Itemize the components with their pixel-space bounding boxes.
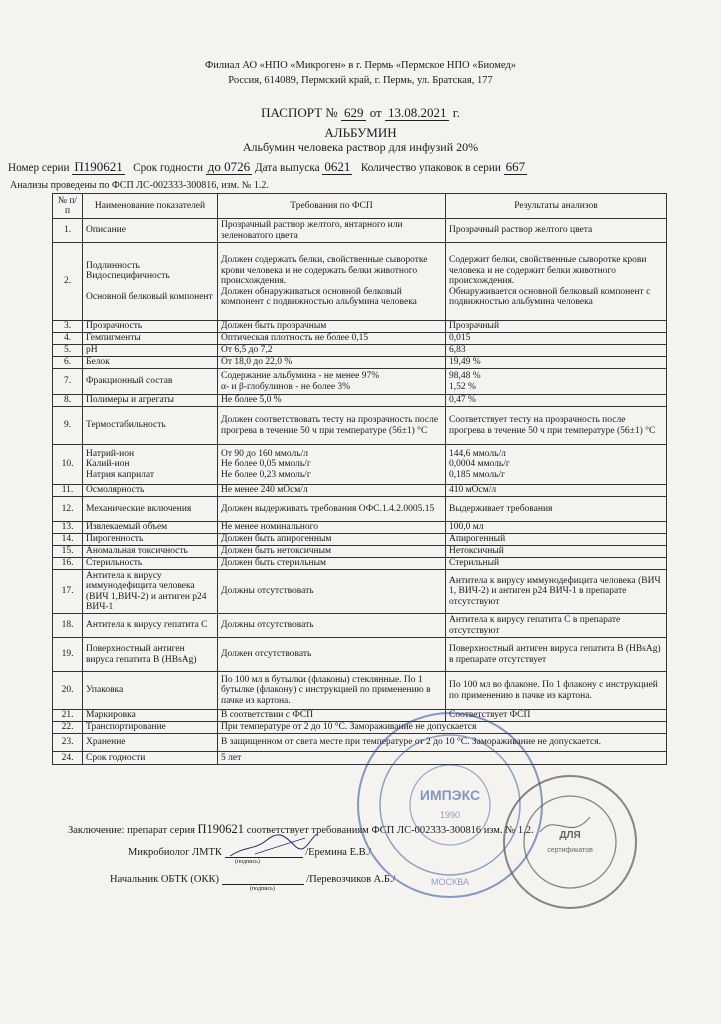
svg-text:1990: 1990 (439, 810, 461, 820)
table-row (53, 445, 667, 485)
table-row (53, 395, 667, 407)
product-name: АЛЬБУМИН (324, 125, 397, 140)
svg-text:ДЛЯ: ДЛЯ (559, 830, 581, 841)
expiry-value: до 0726 (207, 159, 251, 174)
row-requirement: В соответствии с ФСП (218, 710, 446, 722)
address-line: Россия, 614089, Пермский край, г. Пермь, ул. Братская, 177 (228, 75, 493, 86)
row-result: Антитела к вирусу иммунодефицита человека (ВИЧ 1, ВИЧ-2) и антиген р24 ВИЧ-1 в препарате отсутствуют (446, 570, 667, 614)
table-row (53, 558, 667, 570)
row-result: Прозрачный раствор желтого цвета (446, 219, 667, 243)
row-result: Нетоксичный (446, 546, 667, 558)
row-number: 6. (53, 357, 83, 369)
row-parameter: Маркировка (83, 710, 218, 722)
row-requirement: В защищенном от света месте при температуре от 2 до 10 °С. Замораживание не допускается. (218, 734, 667, 752)
row-requirement: От 18,0 до 22,0 % (218, 357, 446, 369)
row-number: 22. (53, 722, 83, 734)
row-parameter: Антитела к вирусу гепатита С (83, 614, 218, 638)
row-parameter: Белок (83, 357, 218, 369)
row-result: 410 мОсм/л (446, 485, 667, 497)
row-number: 1. (53, 219, 83, 243)
row-result: По 100 мл во флаконе. По 1 флакону с инструкцией по применению в пачке из картона. (446, 672, 667, 710)
conclusion-series: П190621 (197, 822, 245, 836)
row-number: 24. (53, 752, 83, 765)
row-number: 3. (53, 321, 83, 333)
passport-number: 629 (341, 105, 367, 121)
table-row (53, 333, 667, 345)
row-requirement: Не менее 240 мОсм/л (218, 485, 446, 497)
row-requirement: При температуре от 2 до 10 °С. Замораживание не допускается (218, 722, 667, 734)
signature-caption: (подпись) (250, 886, 275, 892)
conclusion: Заключение: препарат серия П190621 соответствует требованиям ФСП ЛС-002333-300816 изм. № 1,2. (68, 822, 534, 836)
analysis-table (52, 193, 667, 765)
row-number: 11. (53, 485, 83, 497)
row-requirement: От 90 до 160 ммоль/л Не более 0,05 ммоль/г Не более 0,23 ммоль/г (218, 445, 446, 485)
row-parameter: Срок годности (83, 752, 218, 765)
release-value: 0621 (324, 159, 351, 174)
svg-text:МОСКВА: МОСКВА (431, 877, 469, 887)
row-requirement: Должен соответствовать тесту на прозрачность после прогрева в течение 50 ч при температуре (56±1) °С (218, 407, 446, 445)
row-parameter: Осмолярность (83, 485, 218, 497)
row-result: Выдерживает требования (446, 497, 667, 522)
row-result: 6,83 (446, 345, 667, 357)
table-row (53, 546, 667, 558)
svg-text:сертификатов: сертификатов (547, 847, 593, 854)
table-row (53, 522, 667, 534)
row-number: 15. (53, 546, 83, 558)
row-number: 21. (53, 710, 83, 722)
row-number: 13. (53, 522, 83, 534)
packages-value: 667 (505, 159, 526, 174)
row-requirement: 5 лет (218, 752, 667, 765)
table-row (53, 407, 667, 445)
row-requirement: Содержание альбумина - не менее 97% α- и β-глобулинов - не более 3% (218, 369, 446, 395)
row-requirement: Должен выдерживать требования ОФС.1.4.2.0005.15 (218, 497, 446, 522)
row-parameter: Механические включения (83, 497, 218, 522)
row-requirement: Не менее номинального (218, 522, 446, 534)
product-description: Альбумин человека раствор для инфузий 20% (242, 140, 479, 154)
row-number: 8. (53, 395, 83, 407)
row-parameter: Транспортирование (83, 722, 218, 734)
row-requirement: Должен быть апирогенным (218, 534, 446, 546)
head-signature: Начальник ОБТК (ОКК) /Перевозчиков А.Б./ (110, 874, 396, 885)
row-number: 14. (53, 534, 83, 546)
passport-date: 13.08.2021 (385, 105, 450, 121)
row-number: 19. (53, 638, 83, 672)
row-requirement: Прозрачный раствор желтого, янтарного или зеленоватого цвета (218, 219, 446, 243)
row-parameter: Описание (83, 219, 218, 243)
row-number: 5. (53, 345, 83, 357)
row-parameter: Стерильность (83, 558, 218, 570)
row-number: 2. (53, 243, 83, 321)
row-requirement: По 100 мл в бутылки (флаконы) стеклянные. По 1 бутылке (флакону) с инструкцией по применению в пачке из картона. (218, 672, 446, 710)
row-requirement: Должен быть стерильным (218, 558, 446, 570)
row-requirement: Должен быть нетоксичным (218, 546, 446, 558)
table-row (53, 345, 667, 357)
row-requirement: Должны отсутствовать (218, 570, 446, 614)
row-parameter: Поверхностный антиген вируса гепатита В (HBsAg) (83, 638, 218, 672)
row-number: 4. (53, 333, 83, 345)
row-number: 17. (53, 570, 83, 614)
table-row (53, 321, 667, 333)
grey-stamp-seal (500, 772, 640, 912)
row-result: 19,49 % (446, 357, 667, 369)
series-meta: Номер серии П190621 Срок годности до 0726 Дата выпуска 0621 Количество упаковок в серии 667 (8, 159, 526, 174)
table-row (53, 357, 667, 369)
row-number: 23. (53, 734, 83, 752)
row-result: Содержит белки, свойственные сыворотке крови человека и не содержит белки животного происхождения. Обнаруживается основной белковый компонент с подвижностью альбумина человека (446, 243, 667, 321)
analysis-note: Анализы проведены по ФСП ЛС-002333-300816, изм. № 1.2. (10, 180, 269, 191)
svg-text:ИМПЭКС: ИМПЭКС (419, 787, 481, 803)
passport-heading: ПАСПОРТ № 629 от 13.08.2021 г. (261, 105, 460, 120)
row-parameter: Аномальная токсичность (83, 546, 218, 558)
table-header (53, 194, 667, 219)
row-result: 0,015 (446, 333, 667, 345)
table-row (53, 243, 667, 321)
signature-line (222, 872, 304, 885)
table-row (53, 534, 667, 546)
row-number: 7. (53, 369, 83, 395)
row-result: 0,47 % (446, 395, 667, 407)
series-number: П190621 (74, 159, 123, 174)
row-result: Апирогенный (446, 534, 667, 546)
row-result: Поверхностный антиген вируса гепатита В (HBsAg) в препарате отсутствует (446, 638, 667, 672)
row-parameter: Подлинность Видоспецифичность Основной белковый компонент (83, 243, 218, 321)
table-row (53, 614, 667, 638)
row-parameter: Пирогенность (83, 534, 218, 546)
row-number: 20. (53, 672, 83, 710)
row-parameter: Полимеры и агрегаты (83, 395, 218, 407)
row-parameter: Упаковка (83, 672, 218, 710)
row-parameter: Фракционный состав (83, 369, 218, 395)
row-result: Соответствует тесту на прозрачность после прогрева в течение 50 ч при температуре (56±1) °С (446, 407, 667, 445)
row-parameter: Гемпигменты (83, 333, 218, 345)
row-requirement: Должен отсутствовать (218, 638, 446, 672)
col-name-header: Наименование показателей (83, 194, 218, 219)
row-parameter: Извлекаемый объем (83, 522, 218, 534)
table-row (53, 369, 667, 395)
table-row (53, 485, 667, 497)
col-res-header: Результаты анализов (446, 194, 667, 219)
row-parameter: Прозрачность (83, 321, 218, 333)
row-requirement: Оптическая плотность не более 0,15 (218, 333, 446, 345)
row-parameter: pH (83, 345, 218, 357)
row-parameter: Хранение (83, 734, 218, 752)
row-result: 100,0 мл (446, 522, 667, 534)
row-number: 10. (53, 445, 83, 485)
row-result: Прозрачный (446, 321, 667, 333)
row-result: 98,48 % 1,52 % (446, 369, 667, 395)
col-req-header: Требования по ФСП (218, 194, 446, 219)
row-result: 144,6 ммоль/л 0,0004 ммоль/г 0,185 ммоль/г (446, 445, 667, 485)
table-row (53, 497, 667, 522)
table-body (53, 219, 667, 765)
row-result: Антитела к вирусу гепатита С в препарате отсутствуют (446, 614, 667, 638)
row-parameter: Термостабильность (83, 407, 218, 445)
org-line: Филиал АО «НПО «Микроген» в г. Пермь «Пермское НПО «Биомед» (205, 60, 516, 71)
row-requirement: Не более 5,0 % (218, 395, 446, 407)
row-requirement: От 6,5 до 7,2 (218, 345, 446, 357)
signature-caption: (подпись) (235, 859, 260, 865)
row-number: 9. (53, 407, 83, 445)
table-row (53, 570, 667, 614)
table-row (53, 219, 667, 243)
row-result: Стерильный (446, 558, 667, 570)
row-number: 18. (53, 614, 83, 638)
row-requirement: Должен содержать белки, свойственные сыворотке крови человека и не содержать белки животного происхождения. Должен обнаруживаться основной белковый компонент с подвижностью альбумина человека (218, 243, 446, 321)
row-parameter: Натрий-ион Калий-ион Натрия каприлат (83, 445, 218, 485)
row-parameter: Антитела к вирусу иммунодефицита человека (ВИЧ 1,ВИЧ-2) и антиген р24 ВИЧ-1 (83, 570, 218, 614)
row-requirement: Должны отсутствовать (218, 614, 446, 638)
row-number: 12. (53, 497, 83, 522)
table-row (53, 638, 667, 672)
col-num-header: № п/п (53, 194, 83, 219)
row-number: 16. (53, 558, 83, 570)
row-requirement: Должен быть прозрачным (218, 321, 446, 333)
microbiologist-signature: Микробиолог ЛМТК /Еремина Е.В./ (128, 847, 372, 858)
row-result: Соответствует ФСП (446, 710, 667, 722)
handwritten-signature-1 (225, 828, 320, 863)
